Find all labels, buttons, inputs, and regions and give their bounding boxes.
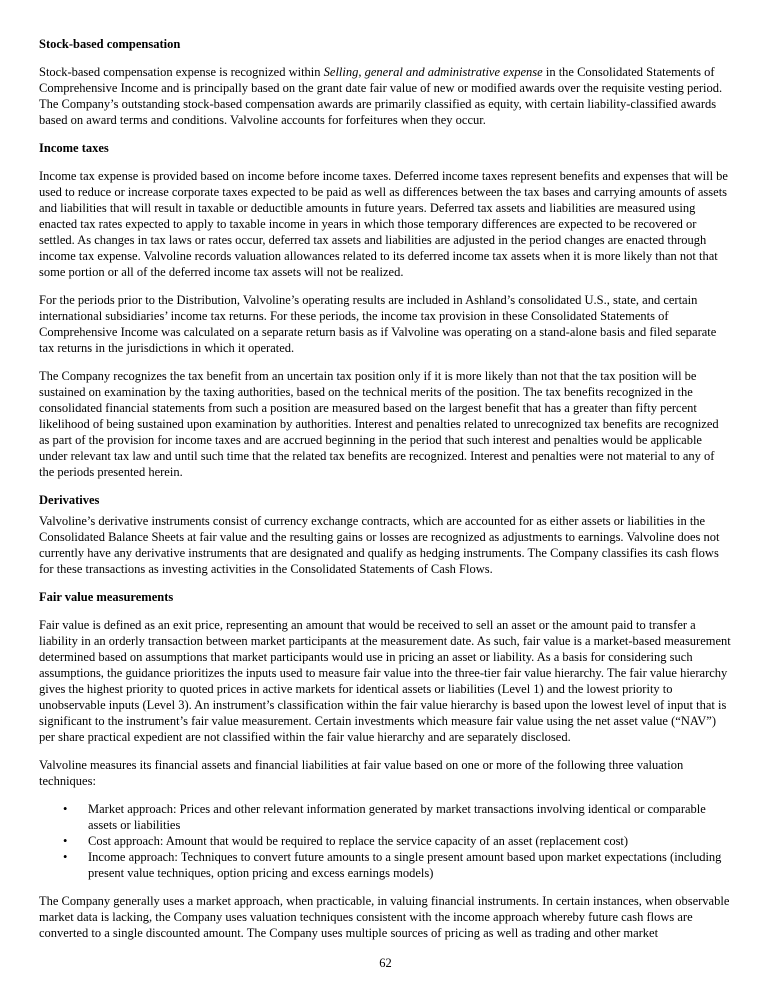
paragraph-income-taxes-1: Income tax expense is provided based on income before income taxes. Deferred income taxes represent benefits and expenses that will be used to reduce or increase corporate taxes expected to be paid as well as differences between the tax bases and carrying amounts of assets and liabilities that will result in taxable or deductible amounts in future years. Deferred tax assets and liabilities are measured using enacted tax rates expected to apply to taxable income in years in which those temporary differences are expected to be recovered or settled. As changes in tax laws or rates occur, deferred tax assets and liabilities are adjusted in the period changes are enacted through income tax expense. Valvoline records valuation allowances related to its deferred income tax assets when it is more likely than not that some portion or all of the deferred income tax assets will not be realized.: [39, 169, 728, 279]
paragraph-stock-comp: [39, 64, 732, 128]
list-item-market-approach: [39, 801, 732, 833]
paragraph-income-taxes-3: The Company recognizes the tax benefit from an uncertain tax position only if it is more likely than not that the tax position will be sustained on examination by the taxing authorities, based on the technical merits of the position. The tax benefits recognized in the consolidated financial statements from such a position are measured based on the largest benefit that has a greater than fifty percent likelihood of being sustained upon examination by authorities. Interest and penalties related to unrecognized tax benefits are recognized as part of the provision for income taxes and are accrued beginning in the period that such interest and penalties would be applicable under relevant tax law and until such time that the related tax benefits are recognized. Interest and penalties were not material to any of the periods presented herein.: [39, 369, 719, 479]
section-heading-income-taxes: Income taxes: [39, 141, 109, 155]
italic-account-caption: Selling, general and administrative expense: [323, 65, 543, 79]
paragraph-income-taxes-2: For the periods prior to the Distribution, Valvoline’s operating results are included in Ashland’s consolidated U.S., state, and certain international subsidiaries’ income tax returns. For these periods, the income tax provision in these Consolidated Statements of Comprehensive Income was calculated on a separate return basis as if Valvoline was operating on a stand-alone basis and filed separate tax returns in the jurisdictions in which it operated.: [39, 293, 717, 355]
list-item-text: Income approach: Techniques to convert future amounts to a single present amount based upon market expectations (including present value techniques, option pricing and excess earnings models): [88, 850, 722, 880]
paragraph-fair-value-2: Valvoline measures its financial assets and financial liabilities at fair value based on one or more of the following three valuation techniques:: [39, 758, 684, 788]
section-heading-derivatives: Derivatives: [39, 493, 100, 507]
list-item-text: Market approach: Prices and other relevant information generated by market transactions involving identical or comparable assets or liabilities: [88, 802, 706, 832]
page-number: 62: [379, 956, 392, 970]
bullet-icon: •: [63, 802, 68, 816]
valuation-techniques-list: [39, 801, 732, 881]
bullet-icon: •: [63, 834, 68, 848]
section-heading-fair-value-measurements: Fair value measurements: [39, 590, 174, 604]
bullet-icon: •: [63, 850, 68, 864]
paragraph-derivatives: Valvoline’s derivative instruments consist of currency exchange contracts, which are accounted for as either assets or liabilities in the Consolidated Balance Sheets at fair value and the resulting gains or losses are recognized as adjustments to earnings. Valvoline does not currently have any derivative instruments that are designated and qualify as hedging instruments. The Company classifies its cash flows for these transactions as investing activities in the Consolidated Statements of Cash Flows.: [39, 514, 720, 576]
paragraph-fair-value-1: Fair value is defined as an exit price, representing an amount that would be received to sell an asset or the amount paid to transfer a liability in an orderly transaction between market participants at the measurement date. As such, fair value is a market-based measurement determined based on assumptions that market participants would use in pricing an asset or liability. As a basis for considering such assumptions, the guidance prioritizes the inputs used to measure fair value into the three-tier fair value hierarchy. The fair value hierarchy gives the highest priority to quoted prices in active markets for identical assets or liabilities (Level 1) and the lowest priority to unobservable inputs (Level 3). An instrument’s classification within the fair value hierarchy is based upon the lowest level of input that is significant to the instrument’s fair value measurement. Certain investments which measure fair value using the net asset value (“NAV”) per share practical expedient are not classified within the fair value hierarchy and are separately disclosed.: [39, 618, 731, 744]
paragraph-text: in the Consolidated Statements of Comprehensive Income and is principally based on the grant date fair value of new or modified awards over the requisite vesting period. The Company’s outstanding stock-based compensation awards are primarily classified as equity, with certain liability-classified awards based on award terms and conditions. Valvoline accounts for forfeitures when they occur.: [39, 65, 723, 127]
section-heading-stock-based-compensation: Stock-based compensation: [39, 37, 181, 51]
paragraph-fair-value-3: The Company generally uses a market approach, when practicable, in valuing financial instruments. In certain instances, when observable market data is lacking, the Company uses valuation techniques consistent with the income approach whereby future cash flows are converted to a single discounted amount. The Company uses multiple sources of pricing as well as trading and other market: [39, 894, 730, 940]
list-item-cost-approach: [39, 833, 732, 849]
list-item-income-approach: [39, 849, 732, 881]
list-item-text: Cost approach: Amount that would be required to replace the service capacity of an asset (replacement cost): [88, 834, 629, 848]
paragraph-text: Stock-based compensation expense is recognized within: [39, 65, 324, 79]
